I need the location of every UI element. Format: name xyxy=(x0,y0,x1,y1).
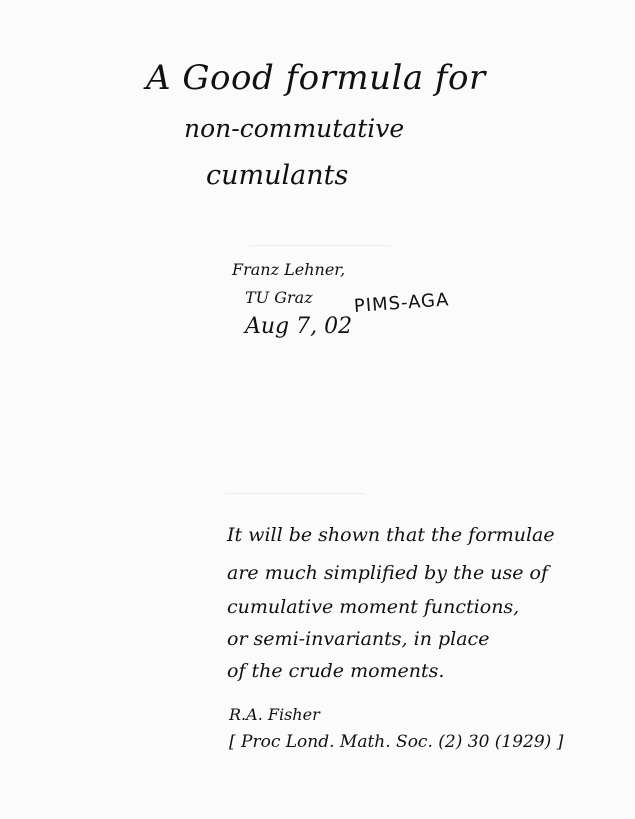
quote-line: or semi-invariants, in place xyxy=(227,628,490,650)
title-line-3: cumulants xyxy=(206,160,349,191)
paper-crease xyxy=(250,245,390,246)
quote-line: are much simplified by the use of xyxy=(227,562,548,584)
talk-date: Aug 7, 02 xyxy=(245,314,353,339)
author-name: Franz Lehner, xyxy=(232,260,346,279)
quote-author: R.A. Fisher xyxy=(229,705,320,724)
event-name: PIMS-AGA xyxy=(353,289,450,317)
quote-reference: [ Proc Lond. Math. Soc. (2) 30 (1929) ] xyxy=(229,732,564,752)
title-line-2: non-commutative xyxy=(184,114,405,143)
author-affiliation: TU Graz xyxy=(245,288,313,307)
quote-line: cumulative moment functions, xyxy=(227,596,520,618)
title-line-1: A Good formula for xyxy=(146,58,486,98)
paper-crease xyxy=(225,493,365,494)
quote-line: of the crude moments. xyxy=(227,660,445,682)
quote-line: It will be shown that the formulae xyxy=(227,524,555,546)
